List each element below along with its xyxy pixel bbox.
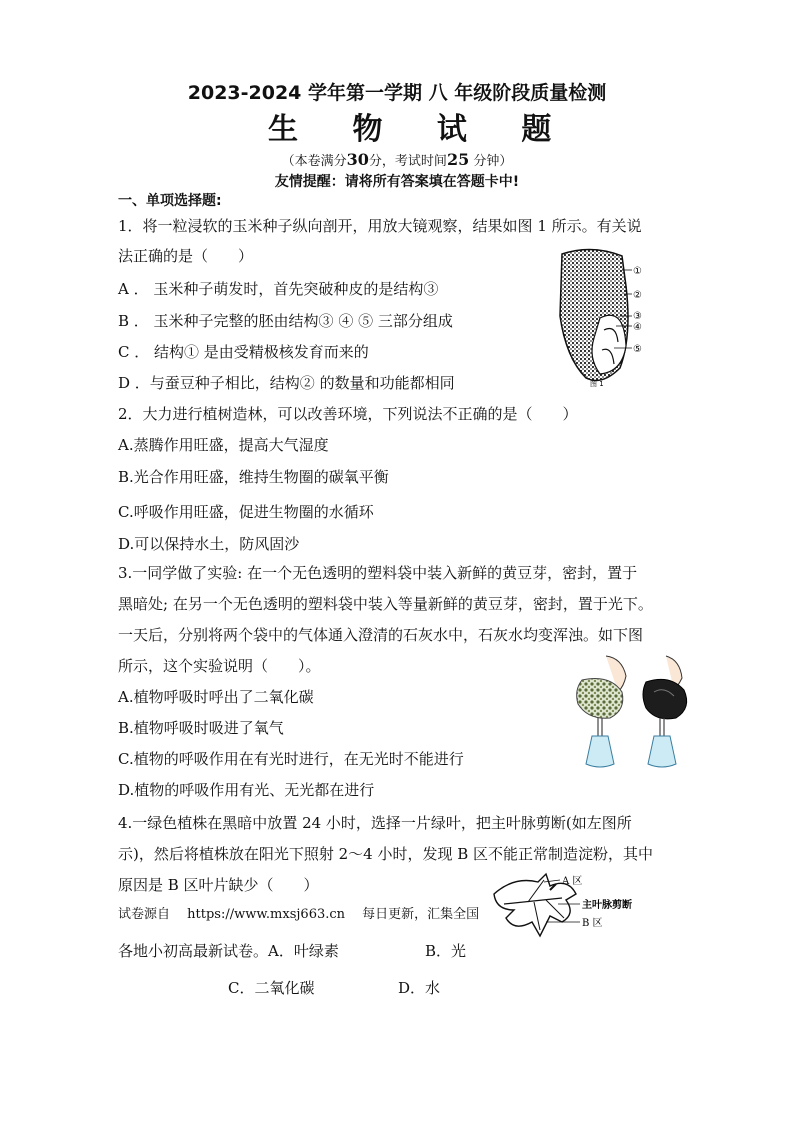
corn-seed-figure xyxy=(552,246,672,394)
q1-option-b: B ． 玉米种子完整的胚由结构③ ④ ⑤ 三部分组成 xyxy=(118,312,453,330)
q2-option-d: D.可以保持水土，防风固沙 xyxy=(118,535,300,553)
q3-option-b: B.植物呼吸时吸进了氧气 xyxy=(118,719,284,737)
q4-line: 4.一绿色植株在黑暗中放置 24 小时，选择一片绿叶，把主叶脉剪断(如左图所 xyxy=(118,814,632,832)
q3-line: 3.一同学做了实验: 在一个无色透明的塑料袋中装入新鲜的黄豆芽，密封，置于 xyxy=(118,564,638,582)
q1-option-d: D ．与蚕豆种子相比，结构② 的数量和功能都相同 xyxy=(118,374,455,392)
bag-dark-shape xyxy=(643,679,687,719)
q3-line: 所示，这个实验说明（ ）。 xyxy=(118,657,321,675)
q4-option-b: B．光 xyxy=(425,942,467,960)
subject-title: 生 物 试 题 xyxy=(268,112,574,147)
q1-option-a: A ． 玉米种子萌发时，首先突破种皮的是结构③ xyxy=(118,280,439,298)
label-5: ⑤ xyxy=(633,344,642,355)
q2-option-a: A.蒸腾作用旺盛，提高大气湿度 xyxy=(118,436,329,454)
label-3: ③ xyxy=(633,311,642,322)
flask-right-shape xyxy=(648,736,676,767)
q2-line: 2．大力进行植树造林，可以改善环境，下列说法不正确的是（ ） xyxy=(118,405,578,423)
q2-option-b: B.光合作用旺盛，维持生物圈的碳氧平衡 xyxy=(118,468,389,486)
leaf-label-b: B 区 xyxy=(582,918,603,929)
label-1: ① xyxy=(633,266,642,277)
q4-line: 原因是 B 区叶片缺少（ ） xyxy=(118,876,319,894)
label-2: ② xyxy=(633,290,642,301)
q4-option-d: D．水 xyxy=(398,979,441,997)
source-line: 试卷源自 https://www.mxsj663.cn 每日更新，汇集全国 xyxy=(118,907,480,922)
flask-left-shape xyxy=(586,736,614,767)
exam-note: （本卷满分30分，考试时间25 分钟） xyxy=(281,150,513,169)
q2-option-c: C.呼吸作用旺盛，促进生物圈的水循环 xyxy=(118,503,374,521)
score-value: 30 xyxy=(346,150,369,169)
q4-option-a: A．叶绿素 xyxy=(268,942,339,960)
exam-title: 2023-2024 学年第一学期 八 年级阶段质量检测 xyxy=(187,82,607,104)
friendly-tip: 友情提醒：请将所有答案填在答题卡中! xyxy=(274,174,520,190)
section-title: 一、单项选择题: xyxy=(118,193,222,209)
source-line-2: 各地小初高最新试卷。A．叶绿素 xyxy=(118,942,339,960)
q1-line: 1．将一粒浸软的玉米种子纵向剖开，用放大镜观察，结果如图 1 所示。有关说 xyxy=(118,217,642,235)
leaf-figure xyxy=(484,870,659,950)
q3-line: 黑暗处; 在另一个无色透明的塑料袋中装入等量新鲜的黄豆芽，密封，置于光下。 xyxy=(118,595,653,613)
q3-option-d: D.植物的呼吸作用有光、无光都在进行 xyxy=(118,781,375,799)
leaf-label-a: A 区 xyxy=(562,876,583,887)
bag-experiment-figure xyxy=(566,652,698,772)
label-4: ④ xyxy=(633,322,642,333)
time-value: 25 xyxy=(446,150,470,169)
q3-option-c: C.植物的呼吸作用在有光时进行，在无光时不能进行 xyxy=(118,750,464,768)
q4-option-c: C．二氧化碳 xyxy=(228,979,315,997)
q3-line: 一天后，分别将两个袋中的气体通入澄清的石灰水中，石灰水均变浑浊。如下图 xyxy=(118,626,644,644)
q4-line: 示)，然后将植株放在阳光下照射 2～4 小时，发现 B 区不能正常制造淀粉，其中 xyxy=(118,845,654,863)
q1-option-c: C ． 结构① 是由受精极核发育而来的 xyxy=(118,343,369,361)
q1-line: 法正确的是（ ） xyxy=(118,247,254,265)
leaf-label-cut: 主叶脉剪断 xyxy=(582,900,632,911)
q3-option-a: A.植物呼吸时呼出了二氧化碳 xyxy=(118,688,314,706)
figure-caption: 图 1 xyxy=(590,380,604,388)
